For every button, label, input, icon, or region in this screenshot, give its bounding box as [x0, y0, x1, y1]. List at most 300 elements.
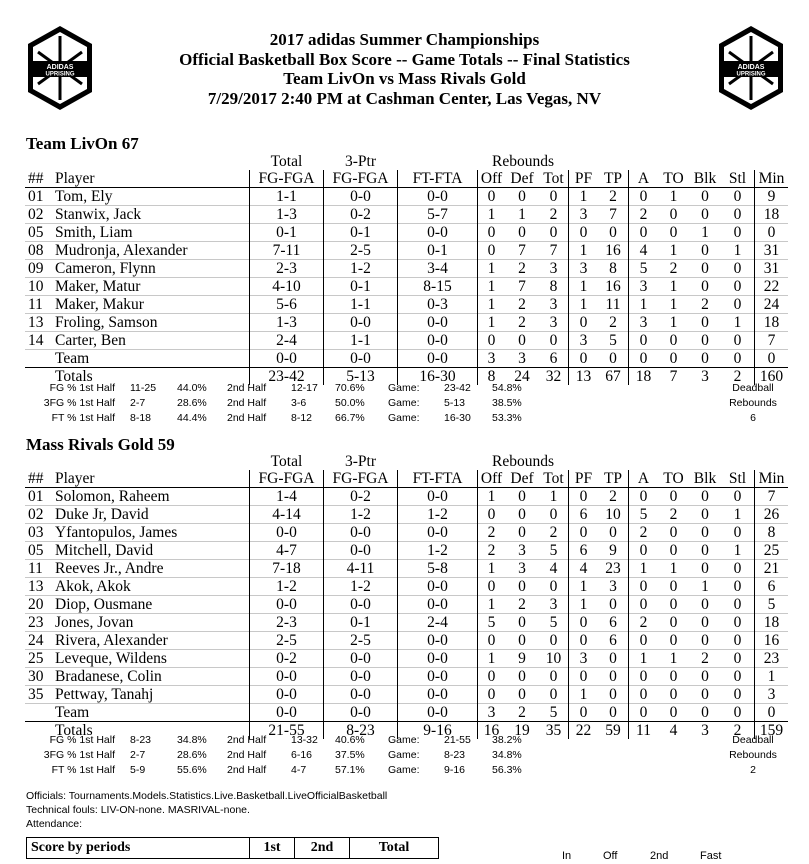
jersey-number: 02 [25, 506, 53, 524]
pct-half2-made: 12-17 [291, 382, 318, 394]
fg3: 0-0 [324, 668, 398, 686]
minutes: 0 [755, 704, 789, 722]
off-reb: 0 [478, 332, 506, 350]
blocks: 0 [689, 314, 721, 332]
turnovers: 0 [658, 632, 689, 650]
fg3: 0-1 [324, 224, 398, 242]
steals: 0 [721, 668, 755, 686]
three-ptr-group-header: 3-Ptr [345, 152, 376, 170]
steals: 0 [721, 686, 755, 704]
fg3: 1-2 [324, 578, 398, 596]
pct-half1-pct: 44.4% [177, 412, 207, 424]
officials-note: Officials: Tournaments.Models.Statistics.Live.Basketball.LiveOfficialBasketball [26, 790, 388, 802]
pct-label: 3FG % 1st Half [43, 749, 115, 761]
player-row [25, 278, 788, 296]
fg3: 0-0 [324, 596, 398, 614]
fg: 0-1 [250, 224, 324, 242]
def-reb: 0 [505, 506, 539, 524]
pf: 1 [569, 296, 599, 314]
def-reb: 0 [505, 332, 539, 350]
player-name: Mitchell, David [53, 542, 250, 560]
pf: 0 [569, 314, 599, 332]
off-reb: 3 [478, 704, 506, 722]
pct-half2-pct: 66.7% [335, 412, 365, 424]
pct-half1-made: 11-25 [130, 382, 157, 394]
column-header-pf: PF [569, 170, 599, 188]
turnovers: 0 [658, 668, 689, 686]
column-header-minutes: Min [755, 470, 789, 488]
tot-reb: 7 [539, 242, 569, 260]
player-row [25, 350, 788, 368]
tot-reb: 6 [539, 350, 569, 368]
pf: 1 [569, 278, 599, 296]
pct-game-made: 16-30 [444, 412, 471, 424]
turnovers: 0 [658, 206, 689, 224]
fg: 0-0 [250, 704, 324, 722]
pct-half2-label: 2nd Half [227, 734, 267, 746]
player-row [25, 686, 788, 704]
column-header-fg: FG-FGA [250, 470, 324, 488]
pct-game-label: Game: [388, 397, 420, 409]
ft: 0-0 [398, 488, 478, 506]
steals: 0 [721, 278, 755, 296]
tot-reb: 0 [539, 578, 569, 596]
fg: 1-4 [250, 488, 324, 506]
pct-half2-made: 3-6 [291, 397, 307, 409]
jersey-number: 05 [25, 542, 53, 560]
pct-half1-made: 5-9 [130, 764, 146, 776]
pct-game-pct: 56.3% [492, 764, 522, 776]
turnovers: 1 [658, 314, 689, 332]
ft: 0-0 [398, 188, 478, 206]
total-assists: 18 [629, 368, 659, 386]
blocks: 1 [689, 578, 721, 596]
player-row [25, 506, 788, 524]
minutes: 7 [755, 332, 789, 350]
off-reb: 1 [478, 260, 506, 278]
steals: 1 [721, 242, 755, 260]
blocks: 0 [689, 614, 721, 632]
fg3: 0-0 [324, 524, 398, 542]
turnovers: 1 [658, 188, 689, 206]
player-row [25, 704, 788, 722]
minutes: 5 [755, 596, 789, 614]
fg3: 0-0 [324, 188, 398, 206]
player-name: Solomon, Raheem [53, 488, 250, 506]
pct-game-label: Game: [388, 734, 420, 746]
blocks: 0 [689, 350, 721, 368]
assists: 0 [629, 488, 659, 506]
player-name: Maker, Makur [53, 296, 250, 314]
total-fg: 23-42 [250, 368, 324, 386]
ft: 0-0 [398, 332, 478, 350]
ft: 8-15 [398, 278, 478, 296]
total-group-header: Total [270, 452, 303, 470]
rebounds-label: Rebounds [729, 397, 777, 409]
column-header-ft: FT-FTA [398, 170, 478, 188]
off-reb: 1 [478, 314, 506, 332]
jersey-number: 10 [25, 278, 53, 296]
column-header-turnovers: TO [658, 470, 689, 488]
turnovers: 0 [658, 578, 689, 596]
blocks: 1 [689, 224, 721, 242]
pct-game-made: 8-23 [444, 749, 466, 761]
spacer [569, 453, 789, 470]
tp: 0 [598, 704, 629, 722]
steals: 0 [721, 632, 755, 650]
deadball-value: 6 [750, 412, 756, 424]
def-reb: 0 [505, 614, 539, 632]
tp: 5 [598, 332, 629, 350]
pct-game-label: Game: [388, 749, 420, 761]
column-header-fg3: FG-FGA [324, 170, 398, 188]
bottom-label-in: In [562, 850, 572, 862]
jersey-number: 25 [25, 650, 53, 668]
off-reb: 2 [478, 542, 506, 560]
assists: 5 [629, 506, 659, 524]
total-pf: 13 [569, 368, 599, 386]
footer-notes [26, 789, 387, 831]
jersey-number: 02 [25, 206, 53, 224]
pct-label: FG % 1st Half [49, 382, 115, 394]
tot-reb: 5 [539, 704, 569, 722]
pf: 1 [569, 578, 599, 596]
tot-reb: 0 [539, 506, 569, 524]
column-header-off-reb: Off [478, 470, 506, 488]
group-header-row [25, 453, 788, 470]
assists: 0 [629, 224, 659, 242]
minutes: 26 [755, 506, 789, 524]
assists: 3 [629, 278, 659, 296]
player-name: Jones, Jovan [53, 614, 250, 632]
assists: 2 [629, 206, 659, 224]
column-header-blocks: Blk [689, 470, 721, 488]
fg3: 1-2 [324, 260, 398, 278]
assists: 0 [629, 188, 659, 206]
pct-label: FT % 1st Half [51, 764, 115, 776]
column-header-tot-reb: Tot [539, 170, 569, 188]
player-name: Diop, Ousmane [53, 596, 250, 614]
total-fg: 21-55 [250, 722, 324, 740]
assists: 1 [629, 560, 659, 578]
fg: 0-0 [250, 668, 324, 686]
def-reb: 7 [505, 278, 539, 296]
team-2-box-score [25, 453, 788, 739]
steals: 0 [721, 224, 755, 242]
pct-half1-pct: 28.6% [177, 397, 207, 409]
tp: 0 [598, 524, 629, 542]
event-title: 2017 adidas Summer Championships [269, 30, 540, 49]
bottom-label-fast: Fast [700, 850, 722, 862]
spacer [25, 153, 250, 170]
tot-reb: 0 [539, 224, 569, 242]
fg3: 1-1 [324, 296, 398, 314]
total-def-reb: 24 [505, 368, 539, 386]
player-name: Smith, Liam [53, 224, 250, 242]
player-name: Tom, Ely [53, 188, 250, 206]
tot-reb: 0 [539, 332, 569, 350]
fg: 1-3 [250, 206, 324, 224]
total-tot-reb: 32 [539, 368, 569, 386]
total-pf: 22 [569, 722, 599, 740]
assists: 1 [629, 296, 659, 314]
turnovers: 0 [658, 596, 689, 614]
minutes: 0 [755, 350, 789, 368]
blocks: 0 [689, 632, 721, 650]
rebounds-group-header: Rebounds [492, 152, 554, 170]
steals: 0 [721, 596, 755, 614]
jersey-number: 03 [25, 524, 53, 542]
fg: 1-1 [250, 188, 324, 206]
jersey-number: 13 [25, 578, 53, 596]
pct-half2-made: 4-7 [291, 764, 307, 776]
steals: 0 [721, 188, 755, 206]
assists: 0 [629, 686, 659, 704]
fg3: 2-5 [324, 632, 398, 650]
tot-reb: 2 [539, 206, 569, 224]
blocks: 0 [689, 704, 721, 722]
assists: 3 [629, 314, 659, 332]
jersey-number: 23 [25, 614, 53, 632]
def-reb: 0 [505, 224, 539, 242]
tot-reb: 0 [539, 188, 569, 206]
turnovers: 0 [658, 224, 689, 242]
tp: 2 [598, 188, 629, 206]
blocks: 0 [689, 206, 721, 224]
jersey-number: 01 [25, 488, 53, 506]
attendance-note: Attendance: [26, 818, 83, 830]
total-tp: 59 [598, 722, 629, 740]
def-reb: 2 [505, 296, 539, 314]
pct-half2-made: 6-16 [291, 749, 313, 761]
pct-half2-pct: 40.6% [335, 734, 365, 746]
spacer [569, 153, 789, 170]
fg: 0-2 [250, 650, 324, 668]
def-reb: 3 [505, 542, 539, 560]
player-row [25, 296, 788, 314]
ft: 0-0 [398, 668, 478, 686]
player-name: Stanwix, Jack [53, 206, 250, 224]
player-name: Pettway, Tanahj [53, 686, 250, 704]
minutes: 16 [755, 632, 789, 650]
assists: 4 [629, 242, 659, 260]
tot-reb: 2 [539, 524, 569, 542]
pf: 0 [569, 350, 599, 368]
blocks: 0 [689, 242, 721, 260]
def-reb: 0 [505, 188, 539, 206]
player-row [25, 614, 788, 632]
fg: 0-0 [250, 596, 324, 614]
pct-half2-label: 2nd Half [227, 749, 267, 761]
ft: 0-0 [398, 524, 478, 542]
assists: 2 [629, 524, 659, 542]
fg: 1-2 [250, 578, 324, 596]
deadball-label: Deadball [732, 382, 774, 394]
blocks: 0 [689, 188, 721, 206]
pct-half2-label: 2nd Half [227, 764, 267, 776]
column-header-steals: Stl [721, 170, 755, 188]
player-name: Yfantopulos, James [53, 524, 250, 542]
off-reb: 1 [478, 560, 506, 578]
pct-half2-pct: 57.1% [335, 764, 365, 776]
total-blocks: 3 [689, 368, 721, 386]
pct-half1-pct: 34.8% [177, 734, 207, 746]
steals: 0 [721, 560, 755, 578]
column-header-blocks: Blk [689, 170, 721, 188]
def-reb: 0 [505, 686, 539, 704]
minutes: 3 [755, 686, 789, 704]
logo-text-line1: ADIDAS [46, 64, 74, 71]
minutes: 0 [755, 224, 789, 242]
minutes: 25 [755, 542, 789, 560]
tot-reb: 3 [539, 314, 569, 332]
total-fg3: 5-13 [324, 368, 398, 386]
column-header-fg: FG-FGA [250, 170, 324, 188]
player-name: Team [53, 350, 250, 368]
report-header [0, 30, 809, 108]
assists: 0 [629, 332, 659, 350]
pct-half2-pct: 50.0% [335, 397, 365, 409]
ft: 0-0 [398, 314, 478, 332]
minutes: 21 [755, 560, 789, 578]
pf: 0 [569, 224, 599, 242]
def-reb: 2 [505, 260, 539, 278]
assists: 0 [629, 668, 659, 686]
turnovers: 1 [658, 650, 689, 668]
fg: 4-14 [250, 506, 324, 524]
jersey-number: 01 [25, 188, 53, 206]
assists: 2 [629, 614, 659, 632]
off-reb: 0 [478, 632, 506, 650]
column-header-ft: FT-FTA [398, 470, 478, 488]
bottom-label-off: Off [603, 850, 618, 862]
steals: 1 [721, 314, 755, 332]
periods-total-header: Total [350, 838, 439, 859]
fg: 4-10 [250, 278, 324, 296]
tp: 6 [598, 632, 629, 650]
off-reb: 1 [478, 296, 506, 314]
steals: 0 [721, 524, 755, 542]
column-header-assists: A [629, 470, 659, 488]
tot-reb: 0 [539, 668, 569, 686]
blocks: 0 [689, 278, 721, 296]
ft: 0-0 [398, 224, 478, 242]
off-reb: 1 [478, 278, 506, 296]
fg3: 1-1 [324, 332, 398, 350]
off-reb: 1 [478, 488, 506, 506]
tp: 11 [598, 296, 629, 314]
pct-half2-pct: 70.6% [335, 382, 365, 394]
pct-game-pct: 38.5% [492, 397, 522, 409]
column-header-player-name: Player [53, 470, 250, 488]
player-row [25, 488, 788, 506]
player-name: Mudronja, Alexander [53, 242, 250, 260]
total-def-reb: 19 [505, 722, 539, 740]
group-header-row [25, 153, 788, 170]
pct-game-pct: 53.3% [492, 412, 522, 424]
jersey-number: 14 [25, 332, 53, 350]
column-header-fg3: FG-FGA [324, 470, 398, 488]
fg3: 2-5 [324, 242, 398, 260]
ft: 1-2 [398, 542, 478, 560]
off-reb: 0 [478, 578, 506, 596]
tp: 23 [598, 560, 629, 578]
blocks: 0 [689, 506, 721, 524]
turnovers: 0 [658, 542, 689, 560]
fg: 0-0 [250, 686, 324, 704]
pf: 0 [569, 632, 599, 650]
tot-reb: 5 [539, 542, 569, 560]
fg3: 0-0 [324, 542, 398, 560]
off-reb: 1 [478, 650, 506, 668]
pct-half2-label: 2nd Half [227, 382, 267, 394]
fg3: 1-2 [324, 506, 398, 524]
off-reb: 3 [478, 350, 506, 368]
total-tot-reb: 35 [539, 722, 569, 740]
pf: 0 [569, 668, 599, 686]
player-row [25, 242, 788, 260]
column-header-def-reb: Def [505, 470, 539, 488]
tp: 0 [598, 224, 629, 242]
steals: 1 [721, 506, 755, 524]
team-2-deadball-rebounds [718, 733, 788, 778]
assists: 0 [629, 632, 659, 650]
player-name: Maker, Matur [53, 278, 250, 296]
player-row [25, 524, 788, 542]
minutes: 18 [755, 206, 789, 224]
pct-half1-made: 8-23 [130, 734, 152, 746]
player-row [25, 224, 788, 242]
fg3: 0-2 [324, 488, 398, 506]
player-row [25, 560, 788, 578]
turnovers: 0 [658, 614, 689, 632]
ft: 0-3 [398, 296, 478, 314]
period-1-header: 1st [250, 838, 295, 859]
tp: 8 [598, 260, 629, 278]
off-reb: 0 [478, 188, 506, 206]
fg: 1-3 [250, 314, 324, 332]
pf: 0 [569, 488, 599, 506]
fg: 0-0 [250, 350, 324, 368]
steals: 0 [721, 578, 755, 596]
player-name: Froling, Samson [53, 314, 250, 332]
fg: 2-3 [250, 260, 324, 278]
turnovers: 0 [658, 524, 689, 542]
logo-text-line2: UPRISING [45, 71, 75, 78]
tp: 3 [598, 578, 629, 596]
minutes: 6 [755, 578, 789, 596]
assists: 0 [629, 596, 659, 614]
minutes: 31 [755, 260, 789, 278]
pct-half2-made: 8-12 [291, 412, 313, 424]
pf: 0 [569, 524, 599, 542]
turnovers: 1 [658, 242, 689, 260]
pct-label: FG % 1st Half [49, 734, 115, 746]
assists: 0 [629, 542, 659, 560]
pf: 1 [569, 188, 599, 206]
rebounds-label: Rebounds [729, 749, 777, 761]
steals: 0 [721, 350, 755, 368]
steals: 0 [721, 206, 755, 224]
steals: 0 [721, 260, 755, 278]
total-off-reb: 8 [478, 368, 506, 386]
pct-game-made: 21-55 [444, 734, 471, 746]
spacer [25, 453, 250, 470]
pct-game-label: Game: [388, 412, 420, 424]
def-reb: 1 [505, 206, 539, 224]
pct-game-made: 9-16 [444, 764, 466, 776]
period-2-header: 2nd [295, 838, 350, 859]
